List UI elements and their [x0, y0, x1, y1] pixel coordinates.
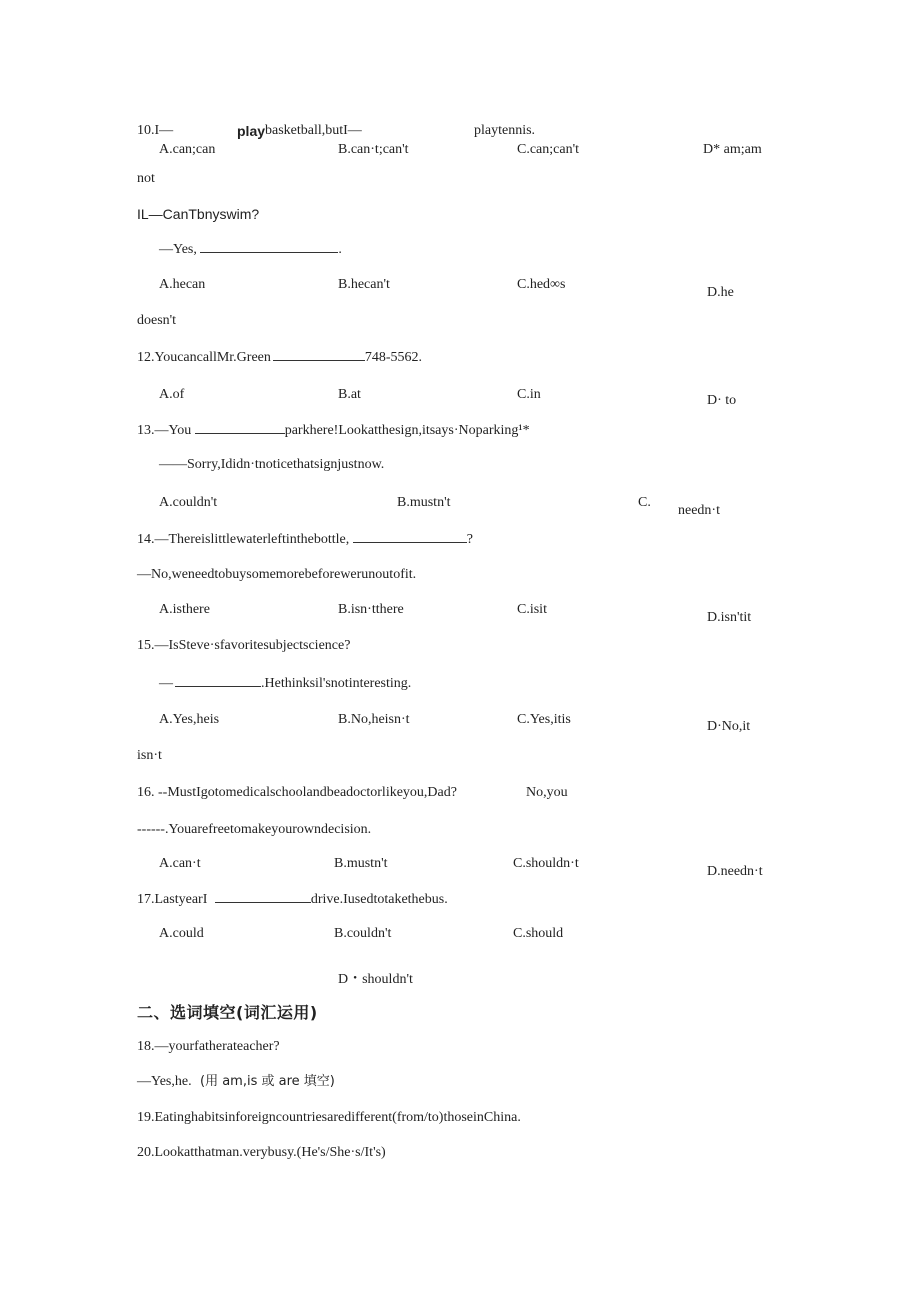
- q10-stem-play: play: [237, 123, 266, 139]
- q14-option-a: A.isthere: [159, 602, 210, 617]
- q10-stem-middle: basketball,butI—: [265, 123, 362, 138]
- q15-option-b: B.No,heisn·t: [338, 712, 410, 727]
- q17-option-b: B.couldn't: [334, 926, 392, 941]
- q13-option-b: B.mustn't: [397, 495, 451, 510]
- q17-option-d: D・shouldn't: [338, 972, 413, 987]
- q15-option-d-wrap: isn·t: [137, 748, 162, 763]
- q15-option-a: A.Yes,heis: [159, 712, 220, 727]
- q17-option-a: A.could: [159, 926, 204, 941]
- q10-option-d-wrap: not: [137, 171, 155, 186]
- q17-blank: [215, 890, 311, 903]
- q12-option-c: C.in: [517, 387, 541, 402]
- q12-option-a: A.of: [159, 387, 185, 402]
- q19-stem: 19.Eatinghabitsinforeigncountriesaredifferent(from/to)thoseinChina.: [137, 1110, 521, 1125]
- q10-option-a: A.can;can: [159, 142, 216, 157]
- q13-option-a: A.couldn't: [159, 495, 218, 510]
- q16-option-d: D.needn·t: [707, 864, 763, 879]
- q13-stem-suffix: parkhere!Lookatthesign,itsays·Noparking¹*: [284, 423, 530, 438]
- q11-answer-prefix: —Yes,: [159, 242, 197, 257]
- q11-answer-suffix: .: [338, 242, 342, 257]
- q10-stem-start: 10.I—: [137, 123, 174, 138]
- q12-stem: [137, 348, 422, 367]
- q14-stem-prefix: 14.—Thereislittlewaterleftinthebottle,: [137, 532, 350, 547]
- q15-stem: 15.—IsSteve·sfavoritesubjectscience?: [137, 638, 351, 653]
- q12-stem-suffix: 748-5562.: [364, 350, 423, 365]
- q15-response-suffix: .Hethinksil'snotinteresting.: [261, 676, 412, 691]
- q12-option-d: D· to: [707, 393, 737, 408]
- q18-hint: (用 am,is 或 are 填空): [200, 1074, 335, 1089]
- q16-response: ------.Youarefreetomakeyourowndecision.: [137, 822, 372, 837]
- q11-option-a: A.hecan: [159, 277, 206, 292]
- q15-blank: [175, 674, 261, 687]
- q12-option-b: B.at: [338, 387, 361, 402]
- q16-option-c: C.shouldn·t: [513, 856, 579, 871]
- q11-answer-line: [159, 240, 342, 259]
- q15-option-d: D·No,it: [707, 719, 751, 734]
- q15-option-c: C.Yes,itis: [517, 712, 571, 727]
- q11-option-c: C.hed∞s: [517, 277, 566, 292]
- q10-stem-end: playtennis.: [474, 123, 536, 138]
- q14-option-d: D.isn'tit: [707, 610, 752, 625]
- q14-option-b: B.isn·tthere: [338, 602, 404, 617]
- q13-option-c: C.: [638, 495, 651, 510]
- q18-response: —Yes,he.: [137, 1074, 192, 1089]
- q11-option-d-wrap: doesn't: [137, 313, 177, 328]
- q15-response-prefix: —: [159, 676, 173, 691]
- q12-stem-prefix: 12.YoucancallMr.Green: [137, 350, 271, 365]
- q16-option-b: B.mustn't: [334, 856, 388, 871]
- q11-option-b: B.hecan't: [338, 277, 390, 292]
- q16-stem: 16. --MustIgotomedicalschoolandbeadoctorlikeyou,Dad?: [137, 785, 457, 800]
- q14-response: —No,weneedtobuysomemorebeforewerunoutofit.: [137, 567, 417, 582]
- q14-stem: [137, 530, 473, 549]
- q15-response: [159, 674, 411, 693]
- q16-stem-tail: No,you: [526, 785, 568, 800]
- q13-stem: [137, 421, 530, 440]
- q10-option-d: D* am;am: [703, 142, 762, 157]
- q11-blank: [200, 240, 338, 253]
- q10-option-c: C.can;can't: [517, 142, 579, 157]
- q10-option-b: B.can·t;can't: [338, 142, 409, 157]
- q11-option-d: D.he: [707, 285, 734, 300]
- q14-blank: [353, 530, 467, 543]
- q12-blank: [273, 348, 365, 361]
- section-heading: 二、选词填空(词汇运用): [137, 1003, 318, 1022]
- q14-option-c: C.isit: [517, 602, 547, 617]
- q17-option-c: C.should: [513, 926, 564, 941]
- q17-stem-prefix: 17.LastyearI: [137, 892, 208, 907]
- q11-stem: IL—CanTbnyswim?: [137, 206, 260, 222]
- q20-stem: 20.Lookatthatman.verybusy.(He's/She·s/It's): [137, 1145, 386, 1160]
- q13-blank: [195, 421, 285, 434]
- q16-option-a: A.can·t: [159, 856, 201, 871]
- q14-stem-suffix: ?: [466, 532, 473, 547]
- q13-stem-prefix: 13.—You: [137, 423, 192, 438]
- q17-stem-suffix: drive.Iusedtotakethebus.: [310, 892, 448, 907]
- q17-stem: [137, 890, 448, 909]
- q13-response: ——Sorry,Ididn·tnoticethatsignjustnow.: [159, 457, 385, 472]
- q18-stem: 18.—yourfatherateacher?: [137, 1039, 280, 1054]
- q13-option-d: needn·t: [678, 503, 720, 518]
